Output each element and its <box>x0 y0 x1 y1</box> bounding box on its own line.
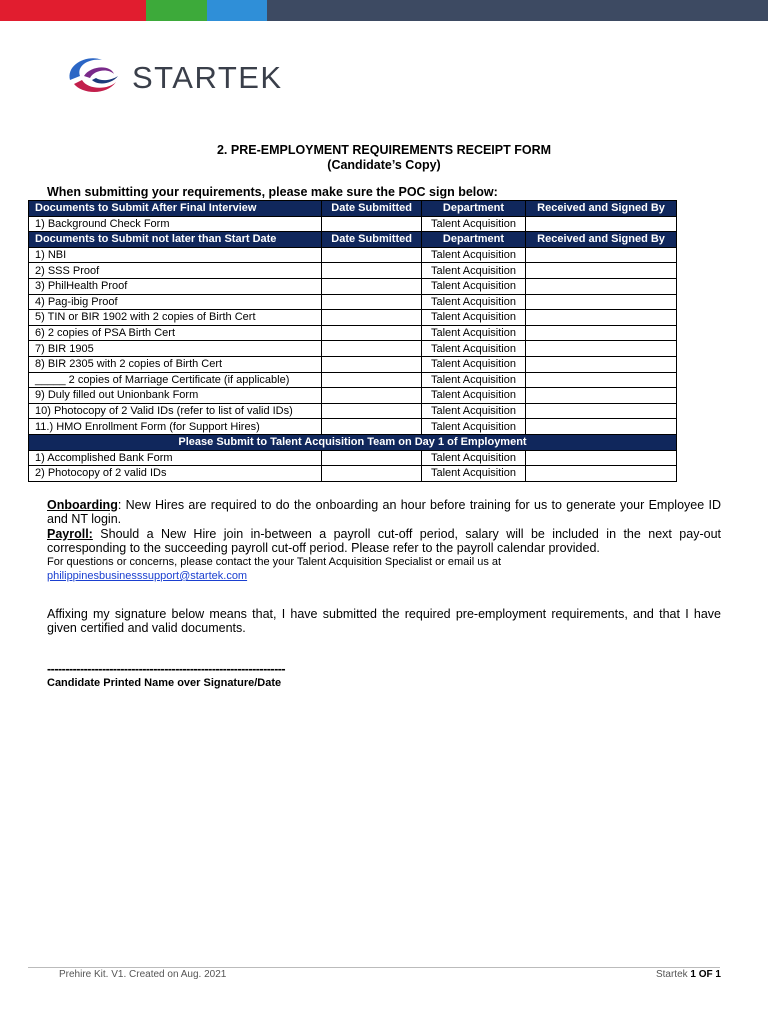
signature-line: ----------------------------------------------------------------- <box>47 662 286 676</box>
department-cell: Talent Acquisition <box>421 294 525 310</box>
color-segment <box>267 0 768 21</box>
document-name: 1) Accomplished Bank Form <box>29 450 322 466</box>
received-signed-cell[interactable] <box>526 466 677 482</box>
date-submitted-cell[interactable] <box>322 216 422 232</box>
startek-swirl-icon <box>62 50 126 100</box>
contact-note <box>47 555 721 583</box>
table-row <box>29 341 677 357</box>
document-name: 9) Duly filled out Unionbank Form <box>29 388 322 404</box>
department-cell: Talent Acquisition <box>421 403 525 419</box>
received-signed-cell[interactable] <box>526 310 677 326</box>
payroll-text: Should a New Hire join in-between a payroll cut-off period, salary will be included in the next pay-out corresponding to the succeeding payroll cut-off period. Please refer to the payroll calendar provided. <box>47 527 721 555</box>
color-segment <box>146 0 207 21</box>
table-section-header <box>29 201 677 217</box>
table-row <box>29 450 677 466</box>
table-row <box>29 216 677 232</box>
date-submitted-cell[interactable] <box>322 450 422 466</box>
footer-right <box>656 969 721 980</box>
date-submitted-cell[interactable] <box>322 341 422 357</box>
onboarding-note <box>47 498 721 526</box>
received-signed-cell[interactable] <box>526 263 677 279</box>
table-row <box>29 388 677 404</box>
department-cell: Talent Acquisition <box>421 341 525 357</box>
color-segment <box>0 0 73 21</box>
document-name: 10) Photocopy of 2 Valid IDs (refer to list of valid IDs) <box>29 403 322 419</box>
requirements-table <box>28 200 677 482</box>
department-cell: Talent Acquisition <box>421 466 525 482</box>
footer-left: Prehire Kit. V1. Created on Aug. 2021 <box>59 969 227 980</box>
document-name: 5) TIN or BIR 1902 with 2 copies of Birth Cert <box>29 310 322 326</box>
received-signed-cell[interactable] <box>526 372 677 388</box>
department-cell: Talent Acquisition <box>421 278 525 294</box>
column-header: Department <box>421 232 525 248</box>
department-cell: Talent Acquisition <box>421 388 525 404</box>
column-header: Received and Signed By <box>526 232 677 248</box>
table-row <box>29 310 677 326</box>
received-signed-cell[interactable] <box>526 247 677 263</box>
received-signed-cell[interactable] <box>526 419 677 435</box>
received-signed-cell[interactable] <box>526 278 677 294</box>
document-name: 11.) HMO Enrollment Form (for Support Hires) <box>29 419 322 435</box>
date-submitted-cell[interactable] <box>322 388 422 404</box>
contact-text: For questions or concerns, please contact the your Talent Acquisition Specialist or email us at <box>47 556 502 568</box>
color-segment <box>207 0 267 21</box>
date-submitted-cell[interactable] <box>322 403 422 419</box>
received-signed-cell[interactable] <box>526 388 677 404</box>
received-signed-cell[interactable] <box>526 341 677 357</box>
date-submitted-cell[interactable] <box>322 278 422 294</box>
footer-company: Startek <box>655 969 691 980</box>
logo-wordmark: STARTEK <box>132 60 283 95</box>
table-row <box>29 325 677 341</box>
document-name: 1) NBI <box>29 247 322 263</box>
department-cell: Talent Acquisition <box>421 310 525 326</box>
table-banner-row <box>29 434 677 450</box>
table-row <box>29 356 677 372</box>
section-header-label: Documents to Submit not later than Start Date <box>29 232 322 248</box>
received-signed-cell[interactable] <box>526 325 677 341</box>
date-submitted-cell[interactable] <box>322 325 422 341</box>
column-header: Date Submitted <box>322 201 422 217</box>
received-signed-cell[interactable] <box>526 450 677 466</box>
table-row <box>29 278 677 294</box>
received-signed-cell[interactable] <box>526 294 677 310</box>
date-submitted-cell[interactable] <box>322 247 422 263</box>
document-name: 1) Background Check Form <box>29 216 322 232</box>
document-name: _____ 2 copies of Marriage Certificate (if applicable) <box>29 372 322 388</box>
form-title-line1: 2. PRE-EMPLOYMENT REQUIREMENTS RECEIPT FORM <box>216 143 552 157</box>
table-row <box>29 263 677 279</box>
department-cell: Talent Acquisition <box>421 263 525 279</box>
department-cell: Talent Acquisition <box>421 356 525 372</box>
department-cell: Talent Acquisition <box>421 325 525 341</box>
column-header: Date Submitted <box>322 232 422 248</box>
table-row <box>29 294 677 310</box>
onboarding-label: Onboarding <box>47 498 118 512</box>
date-submitted-cell[interactable] <box>322 294 422 310</box>
contact-email-link[interactable]: philippinesbusinesssupport@startek.com <box>47 570 248 582</box>
instruction-text: When submitting your requirements, please make sure the POC sign below: <box>47 185 498 199</box>
department-cell: Talent Acquisition <box>421 419 525 435</box>
date-submitted-cell[interactable] <box>322 356 422 372</box>
affirmation-text: Affixing my signature below means that, I have submitted the required pre-employment requirements, and that I have given certified and valid documents. <box>47 607 721 635</box>
table-row <box>29 247 677 263</box>
column-header: Department <box>421 201 525 217</box>
date-submitted-cell[interactable] <box>322 466 422 482</box>
color-segment <box>73 0 146 21</box>
table-row <box>29 403 677 419</box>
date-submitted-cell[interactable] <box>322 419 422 435</box>
section-header-label: Documents to Submit After Final Interview <box>29 201 322 217</box>
date-submitted-cell[interactable] <box>322 372 422 388</box>
document-name: 3) PhilHealth Proof <box>29 278 322 294</box>
form-title <box>0 143 768 173</box>
document-name: 6) 2 copies of PSA Birth Cert <box>29 325 322 341</box>
document-name: 8) BIR 2305 with 2 copies of Birth Cert <box>29 356 322 372</box>
received-signed-cell[interactable] <box>526 403 677 419</box>
received-signed-cell[interactable] <box>526 216 677 232</box>
footer-divider <box>28 967 720 968</box>
payroll-label: Payroll: <box>47 527 93 541</box>
table-row <box>29 372 677 388</box>
date-submitted-cell[interactable] <box>322 263 422 279</box>
department-cell: Talent Acquisition <box>421 247 525 263</box>
table-section-header <box>29 232 677 248</box>
column-header: Received and Signed By <box>526 201 677 217</box>
department-cell: Talent Acquisition <box>421 216 525 232</box>
table-row <box>29 466 677 482</box>
document-name: 7) BIR 1905 <box>29 341 322 357</box>
payroll-note <box>47 527 721 555</box>
banner-label: Please Submit to Talent Acquisition Team on Day 1 of Employment <box>29 434 677 450</box>
onboarding-text: : New Hires are required to do the onboarding an hour before training for us to generate your Employee ID and NT login. <box>47 498 721 526</box>
top-color-bar <box>0 0 768 21</box>
received-signed-cell[interactable] <box>526 356 677 372</box>
department-cell: Talent Acquisition <box>421 450 525 466</box>
footer-page: 1 OF 1 <box>690 969 721 980</box>
signature-label: Candidate Printed Name over Signature/Date <box>47 677 282 689</box>
form-title-line2: (Candidate’s Copy) <box>327 158 441 172</box>
document-name: 2) SSS Proof <box>29 263 322 279</box>
table-row <box>29 419 677 435</box>
department-cell: Talent Acquisition <box>421 372 525 388</box>
document-name: 2) Photocopy of 2 valid IDs <box>29 466 322 482</box>
startek-logo <box>62 50 282 102</box>
document-name: 4) Pag-ibig Proof <box>29 294 322 310</box>
date-submitted-cell[interactable] <box>322 310 422 326</box>
